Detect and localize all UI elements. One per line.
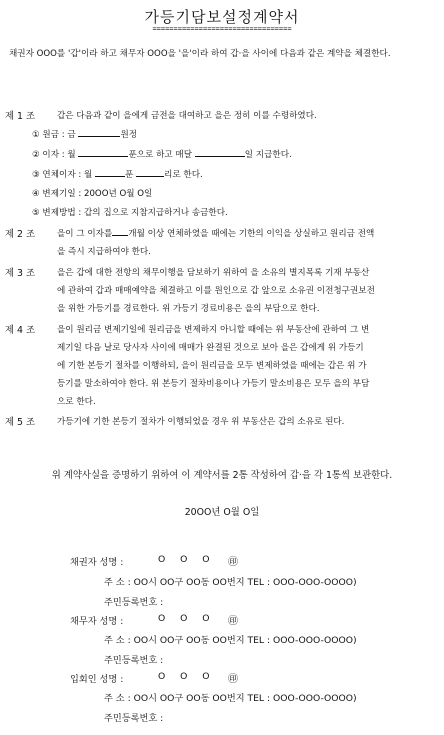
debtor-rrn-label: 주민등록번호 : <box>104 655 164 666</box>
creditor-address: 주 소 : OO시 OO구 OO동 OO번지 TEL : OOO-OOO-OOOO) <box>104 577 357 588</box>
article-4-line-5: 으로 한다. <box>57 397 96 407</box>
article-1-number: 제 1 조 <box>5 111 36 122</box>
article-3-line-2: 에 관하여 갑과 매매예약을 체결하고 이를 원인으로 갑 앞으로 소유권 이전청구권보전 <box>57 286 375 296</box>
interest-label: ② 이자 : 월 <box>32 150 76 160</box>
creditor-seal-icon: ㊞ <box>228 557 238 568</box>
intro-paragraph: 채권자 OOO를 '갑'이라 하고 채무자 OOO을 '을'이라 하여 갑·을 사이에 다음과 같은 계약을 체결한다. <box>9 49 391 59</box>
article-2-text-a: 을이 그 이자를 <box>57 229 113 239</box>
creditor-name-label: 채권자 성명 : <box>70 557 124 568</box>
article-4-line-1: 을이 원리금 변제기일에 원리금을 변제하지 아니할 때에는 위 부동산에 관하여 그 변 <box>57 325 370 335</box>
article-1-item-interest <box>32 148 292 160</box>
article-1-item-principal <box>32 128 137 140</box>
contract-date: 20OO년 O월 O일 <box>184 507 260 518</box>
overdue-ri-blank <box>136 168 164 177</box>
debtor-seal-icon: ㊞ <box>228 616 238 627</box>
interest-rate-blank <box>78 148 128 157</box>
article-2-text-b: 개월 이상 연체하였을 때에는 기한의 이익을 상실하고 원리금 전액 <box>128 229 375 239</box>
article-2-number: 제 2 조 <box>5 229 36 240</box>
overdue-middle: 푼 <box>125 170 134 180</box>
article-1-text: 갑은 다음과 같이 을에게 금전을 대여하고 을은 정히 이를 수령하였다. <box>57 111 317 121</box>
article-4-line-4: 등기를 말소하여야 한다. 위 본등기 절차비용이나 가등기 말소비용은 모두 을의 부담 <box>57 379 370 389</box>
closing-statement: 위 계약사실을 증명하기 위하여 이 계약서를 2통 작성하여 갑·을 각 1통씩 보관한다. <box>51 470 393 481</box>
article-5-text: 가등기에 기한 본등기 절차가 이행되었을 경우 위 부동산은 갑의 소유로 된다. <box>57 417 345 427</box>
document-title: 가등기담보설정계약서 <box>144 8 300 26</box>
witness-seal-icon: ㊞ <box>228 674 238 685</box>
interest-day-blank <box>195 148 245 157</box>
article-4-line-2: 제기일 다음 날로 당사자 사이에 매매가 완결된 것으로 보아 을은 갑에게 위 가등기 <box>57 343 364 353</box>
article-3-line-3: 을 위한 가등기를 경료한다. 위 가등기 경료비용은 을의 부담으로 한다. <box>57 304 320 314</box>
overdue-pun-blank <box>95 168 125 177</box>
creditor-rrn-label: 주민등록번호 : <box>104 597 164 608</box>
witness-name: O O O <box>158 671 216 682</box>
debtor-name-label: 채무자 성명 : <box>70 616 124 627</box>
debtor-address: 주 소 : OO시 OO구 OO동 OO번지 TEL : OOO-OOO-OOOO) <box>104 635 357 646</box>
article-3-number: 제 3 조 <box>5 268 36 279</box>
witness-name-label: 입회인 성명 : <box>70 674 124 685</box>
interest-suffix: 일 지급한다. <box>244 150 292 160</box>
creditor-name: O O O <box>158 554 216 565</box>
article-1-item-overdue <box>32 168 203 180</box>
interest-middle: 푼으로 하고 매달 <box>128 150 193 160</box>
article-2-months-blank <box>112 227 128 236</box>
overdue-label: ③ 연체이자 : 월 <box>32 170 93 180</box>
article-5-number: 제 5 조 <box>5 417 36 428</box>
article-1-item-due-date: ④ 변제기일 : 20OO년 O월 O일 <box>32 189 153 199</box>
article-4-number: 제 4 조 <box>5 325 36 336</box>
article-2-line-1 <box>57 227 374 239</box>
article-3-line-1: 을은 갑에 대한 전항의 채무이행을 담보하기 위하여 을 소유의 별지목록 기재 부동산 <box>57 268 370 278</box>
principal-blank <box>78 128 120 137</box>
article-1-item-payment-method: ⑤ 변제방법 : 갑의 집으로 지참지급하거나 송금한다. <box>32 208 228 218</box>
witness-address: 주 소 : OO시 OO구 OO동 OO번지 TEL : OOO-OOO-OOOO) <box>104 693 357 704</box>
witness-rrn-label: 주민등록번호 : <box>104 713 164 724</box>
article-4-line-3: 에 기한 본등기 절차를 이행하되, 을이 원리금을 모두 변제하였을 때에는 갑은 위 가 <box>57 361 367 371</box>
debtor-name: O O O <box>158 613 216 624</box>
principal-label: ① 원금 : 금 <box>32 130 76 140</box>
overdue-suffix: 리로 한다. <box>164 170 203 180</box>
principal-suffix: 원정 <box>120 130 138 140</box>
title-underline: ================================= <box>152 25 292 33</box>
article-2-line-2: 을 즉시 지급하여야 한다. <box>57 247 151 257</box>
